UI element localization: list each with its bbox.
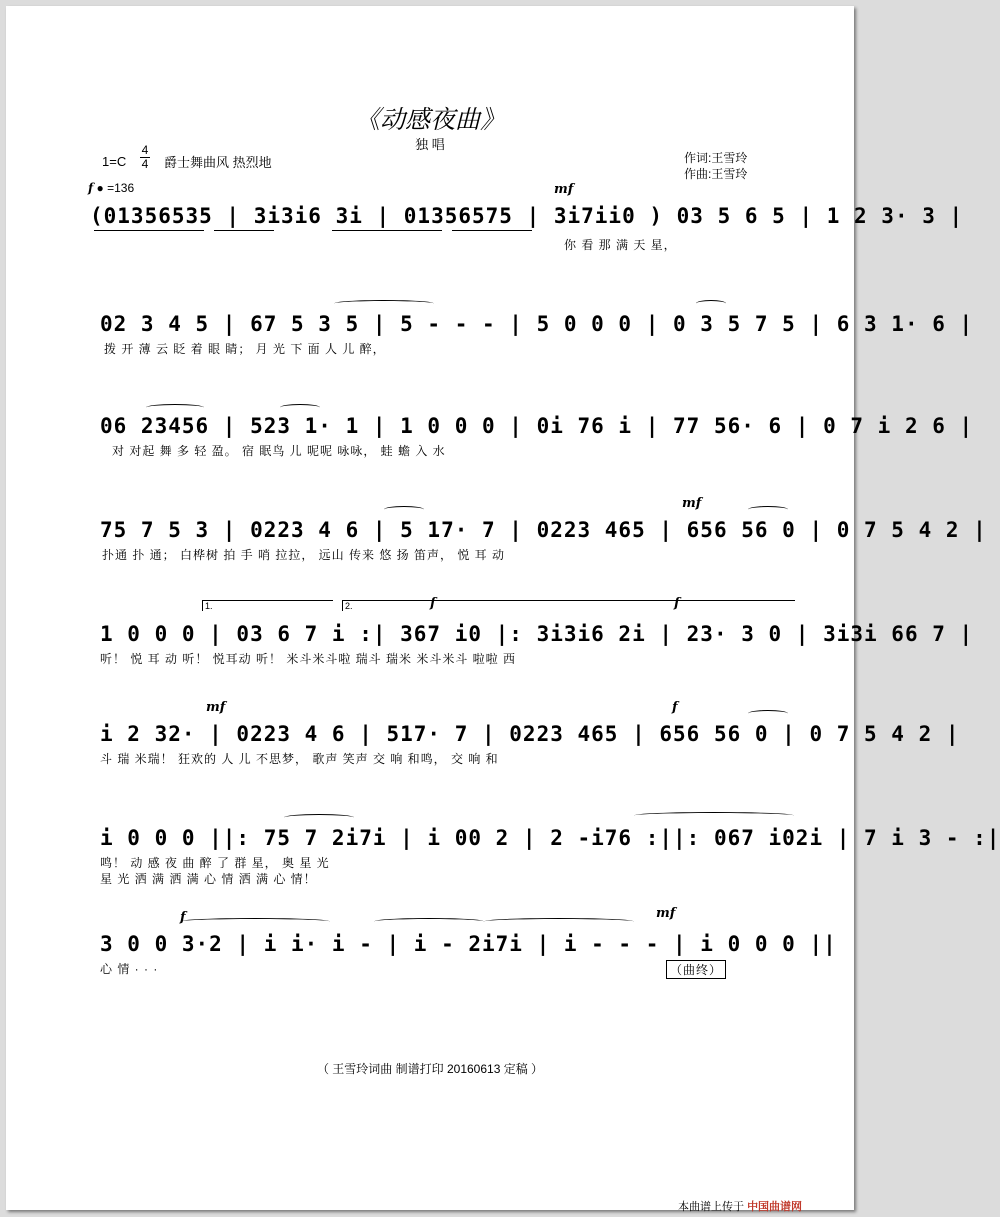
beam-underline: [452, 230, 532, 231]
volta-1: 1.: [202, 600, 333, 611]
notes-row-8: 3 0 0 3·2 | i i· i - | i - 2i7i | i - - - | i 0 0 0 ||: [100, 932, 837, 956]
dynamic-mark: f: [430, 596, 436, 611]
lyrics-row-3: 对 对起 舞 多 轻 盈。 宿 眠鸟 儿 呢呢 咏咏， 蛙 蟾 入 水: [112, 444, 446, 458]
time-signature: [140, 144, 150, 171]
dynamic-mark: f: [674, 596, 680, 611]
lyrics-row-2: 拨 开 薄 云 眨 着 眼 睛； 月 光 下 面 人 儿 醉，: [104, 342, 386, 356]
lyrics-row-7-verse-1: 鸣！ 动 感 夜 曲 醉 了 群 星， 奥 星 光: [100, 856, 330, 870]
lyrics-row-5: 听！ 悦 耳 动 听！ 悦耳动 听！ 米斗米斗啦 瑞斗 瑞米 米斗米斗 啦啦 西: [100, 652, 517, 666]
slur: [634, 812, 794, 819]
beam-underline: [332, 230, 442, 231]
key-signature: 1=C: [102, 154, 127, 169]
slur: [748, 506, 788, 513]
lyrics-row-1: 你 看 那 满 天 星，: [564, 238, 677, 252]
beam-underline: [214, 230, 274, 231]
notes-row-7: i 0 0 0 ||: 75 7 2i7i | i 00 2 | 2 -i76 :||: 067 i02i | 7 i 3 - :|: [100, 826, 1000, 850]
slur: [334, 300, 434, 307]
upload-text: 本曲谱上传于: [678, 1201, 744, 1213]
slur: [374, 918, 484, 925]
lyrics-row-6: 斗 瑞 米瑞！ 狂欢的 人 儿 不思梦， 歌声 笑声 交 响 和鸣， 交 响 和: [100, 752, 499, 766]
notes-row-2: 02 3 4 5 | 67 5 3 5 | 5 - - - | 5 0 0 0 | 0 3 5 7 5 | 6 3 1· 6 |: [100, 312, 974, 336]
lyrics-row-7-verse-2: 星 光 洒 满 洒 满 心 情 洒 满 心 情！: [100, 872, 317, 886]
dynamic-mark: f: [180, 910, 186, 925]
dynamic-mark: mf: [682, 496, 702, 511]
dynamic-mark: f: [672, 700, 678, 715]
composer: 作曲:王雪玲: [684, 167, 748, 181]
performance-type: 独 唱: [415, 137, 445, 152]
slur: [696, 300, 726, 307]
slur: [146, 404, 204, 411]
dynamic-mark: mf: [206, 700, 226, 715]
volta-2: 2.: [342, 600, 795, 611]
lyrics-row-8: 心 情 · · ·: [100, 962, 159, 976]
beam-underline: [94, 230, 204, 231]
lyrics-row-4: 扑通 扑 通； 白桦树 拍 手 哨 拉拉， 远山 传来 悠 扬 笛声， 悦 耳 动: [102, 548, 506, 562]
footer-note: （ 王雪玲词曲 制谱打印 20160613 定稿 ）: [316, 1062, 544, 1076]
time-signature-bottom: 4: [141, 157, 149, 171]
slur: [748, 710, 788, 717]
credits: [684, 150, 747, 182]
dynamic-mark: mf: [656, 906, 676, 921]
time-signature-top: 4: [141, 143, 149, 157]
tempo-dynamic: f: [88, 181, 94, 195]
lyricist: 作词:王雪玲: [684, 151, 748, 165]
tempo-marking: [88, 181, 134, 195]
slur: [384, 506, 424, 513]
site-logo: 中国曲谱网: [747, 1201, 803, 1213]
dynamic-mark: mf: [554, 182, 574, 197]
slur: [284, 814, 354, 821]
score-page: [6, 6, 1000, 1213]
ending-mark: （曲终）: [666, 960, 726, 979]
slur: [484, 918, 634, 925]
tempo-value: =136: [107, 181, 135, 195]
notes-row-3: 06 23456 | 523 1· 1 | 1 0 0 0 | 0i 76 i | 77 56· 6 | 0 7 i 2 6 |: [100, 414, 974, 438]
notes-row-4: 75 7 5 3 | 0223 4 6 | 5 17· 7 | 0223 465 | 656 56 0 | 0 7 5 4 2 |: [100, 518, 987, 542]
slur: [280, 404, 320, 411]
notes-row-5: 1 0 0 0 | 03 6 7 i :| 367 i0 |: 3i3i6 2i | 23· 3 0 | 3i3i 66 7 |: [100, 622, 974, 646]
notes-row-1: (01356535 | 3i3i6 3i | 01356575 | 3i7ii0 ) 03 5 6 5 | 1 2 3· 3 |: [90, 204, 964, 228]
song-title: 《动感夜曲》: [354, 105, 505, 134]
slur: [180, 918, 330, 925]
notes-row-6: i 2 32· | 0223 4 6 | 517· 7 | 0223 465 | 656 56 0 | 0 7 5 4 2 |: [100, 722, 960, 746]
style-marking: 爵士舞曲风 热烈地: [164, 155, 272, 170]
quarter-note-icon: ●: [96, 181, 104, 195]
upload-credit: [678, 1198, 802, 1214]
